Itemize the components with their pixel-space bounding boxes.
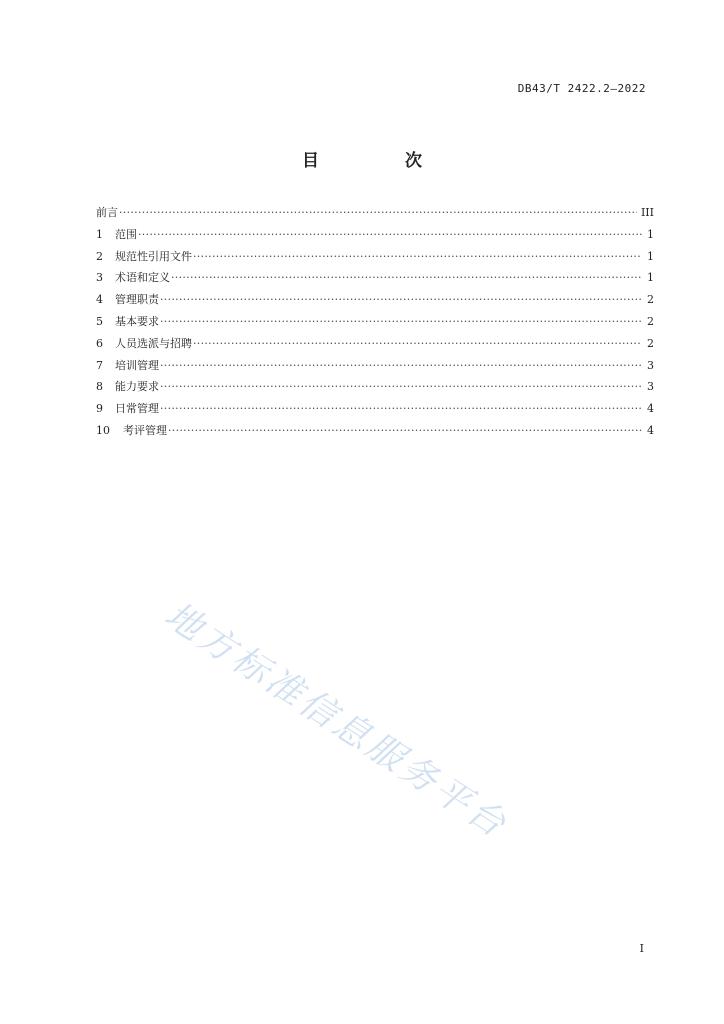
- toc-item-2[interactable]: [96, 248, 654, 270]
- toc-item-number: 9: [96, 402, 103, 416]
- toc-item-label: 考评管理: [123, 423, 167, 437]
- toc-item-number: 2: [96, 249, 103, 263]
- dot-leader: [171, 271, 642, 284]
- dot-leader: [193, 337, 642, 350]
- toc-item-number: 6: [96, 336, 103, 350]
- toc-item-3[interactable]: [96, 269, 654, 291]
- toc-item-label: 规范性引用文件: [115, 249, 192, 263]
- dot-leader: [119, 206, 637, 219]
- toc-item-label: 培训管理: [115, 358, 159, 372]
- toc-item-page: 4: [647, 423, 654, 437]
- toc-item-label: 能力要求: [115, 380, 159, 394]
- toc-item-6[interactable]: [96, 335, 654, 357]
- toc-item-8[interactable]: [96, 378, 654, 400]
- toc-item-label: 管理职责: [115, 293, 159, 307]
- toc-item-7[interactable]: [96, 357, 654, 379]
- toc-item-1[interactable]: [96, 226, 654, 248]
- dot-leader: [168, 424, 642, 437]
- toc-item-label: 前言: [96, 206, 118, 219]
- dot-leader: [193, 250, 642, 263]
- toc-item-page: 3: [647, 358, 654, 372]
- document-code: DB43/T 2422.2—2022: [517, 82, 646, 95]
- toc-item-page: III: [640, 206, 654, 219]
- toc-item-number: 5: [96, 314, 103, 328]
- toc-item-4[interactable]: [96, 291, 654, 313]
- dot-leader: [160, 359, 642, 372]
- dot-leader: [160, 315, 642, 328]
- table-of-contents: [96, 204, 654, 444]
- toc-item-label: 范围: [115, 227, 137, 241]
- page-number: I: [639, 942, 644, 955]
- toc-item-10[interactable]: [96, 422, 654, 444]
- toc-item-number: 1: [96, 227, 103, 241]
- toc-item-page: 2: [647, 293, 654, 307]
- toc-item-foreword[interactable]: [96, 204, 654, 226]
- toc-item-page: 1: [647, 249, 654, 263]
- dot-leader: [160, 293, 642, 306]
- toc-item-page: 4: [647, 402, 654, 416]
- toc-item-label: 日常管理: [115, 402, 159, 416]
- page-title: 目 次: [302, 151, 462, 171]
- toc-item-number: 3: [96, 271, 103, 285]
- toc-item-number: 4: [96, 293, 103, 307]
- toc-item-label: 人员选派与招聘: [115, 336, 192, 350]
- dot-leader: [160, 380, 642, 393]
- toc-item-number: 10: [96, 423, 110, 437]
- dot-leader: [138, 228, 642, 241]
- watermark: 地方标准信息服务平台: [157, 594, 516, 847]
- toc-item-number: 8: [96, 380, 103, 394]
- toc-item-label: 术语和定义: [115, 271, 170, 285]
- toc-item-number: 7: [96, 358, 103, 372]
- toc-item-5[interactable]: [96, 313, 654, 335]
- toc-item-page: 3: [647, 380, 654, 394]
- toc-item-9[interactable]: [96, 400, 654, 422]
- toc-item-page: 2: [647, 336, 654, 350]
- toc-item-page: 2: [647, 314, 654, 328]
- dot-leader: [160, 402, 642, 415]
- toc-item-page: 1: [647, 227, 654, 241]
- toc-item-page: 1: [647, 271, 654, 285]
- toc-item-label: 基本要求: [115, 314, 159, 328]
